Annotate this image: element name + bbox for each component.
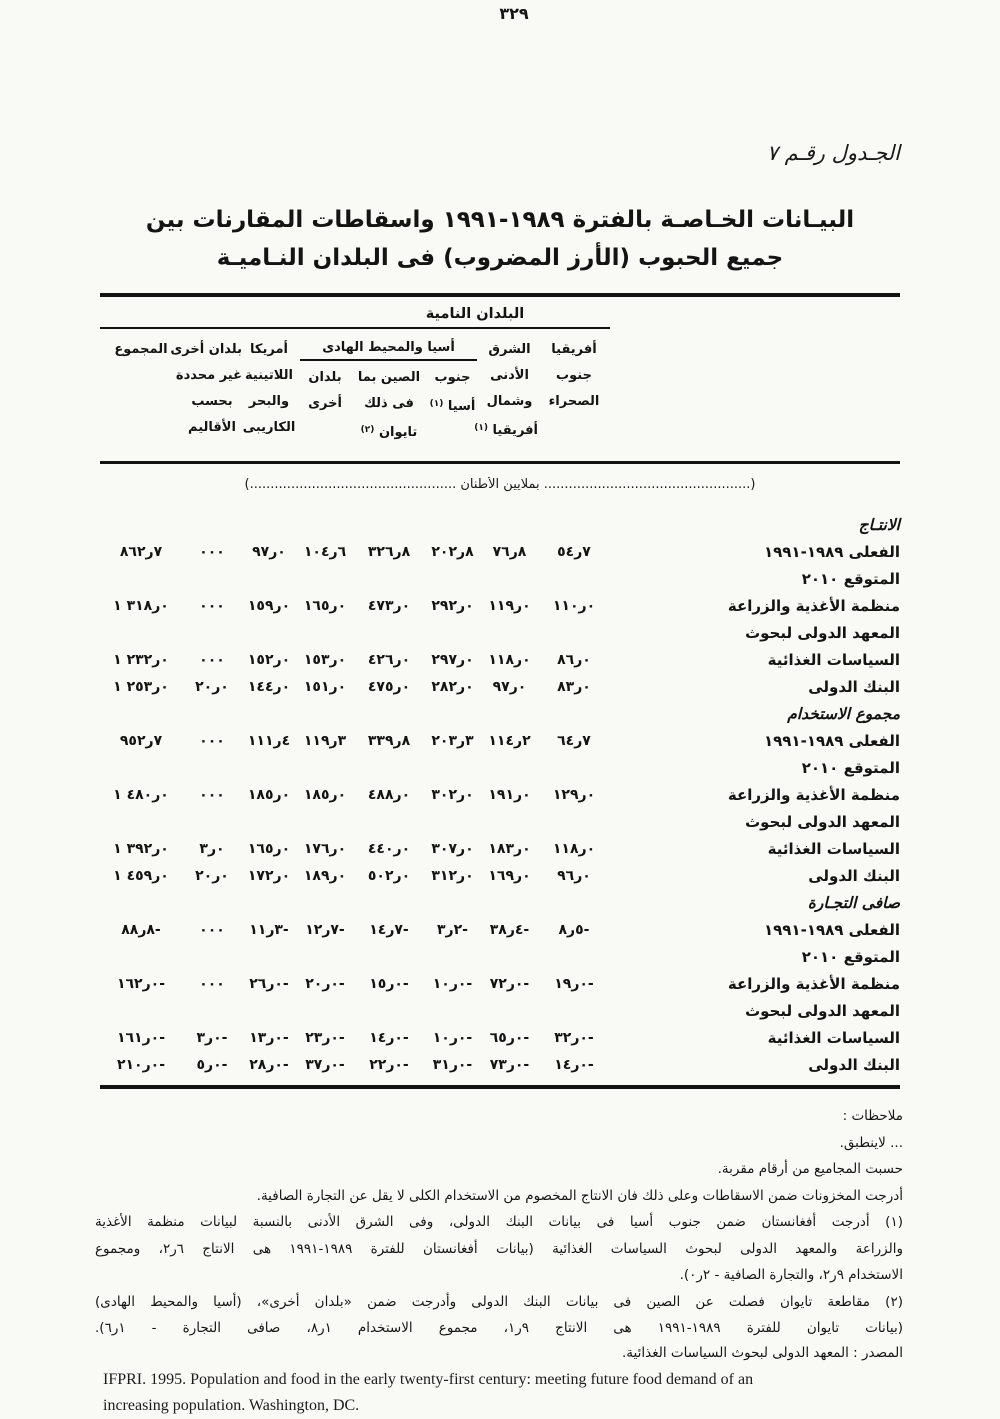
notes-block [95, 1103, 903, 1342]
note-text: ). [679, 1267, 690, 1283]
note-number: ٨ر١ [310, 1320, 332, 1336]
cell-value: ١٨٥ر٠ [303, 787, 347, 803]
note-text: ملاحظات : [842, 1108, 903, 1124]
cell-value: ٣ر٠- [196, 1030, 228, 1046]
note-line [95, 1262, 903, 1289]
table-header-columns-row [100, 329, 900, 461]
row-label: الفعلى ١٩٨٩-١٩٩١ [763, 543, 900, 561]
cell-value: ٤٧٣ر٠ [367, 598, 411, 614]
cell-value: ٨٦٢ر٧ [119, 544, 163, 560]
row-label: منظمة الأغذية والزراعة [727, 786, 900, 804]
note-text: والزراعة والمعهد الدولى لبحوث السياسات الغذائية (بيانات أفغانستان للفترة ١٩٨٩-١٩٩١ هى الانتاج [184, 1240, 903, 1257]
note-text: ، مجموع الاستخدام [331, 1320, 508, 1336]
col-header-asia-pacific-group [296, 337, 481, 453]
cell-value: ١١٨ر٠ [552, 841, 596, 857]
cell-value: ١١١ر٤ [247, 733, 291, 749]
cell-value: ١١٤ر٢ [488, 733, 531, 749]
cell-value: ١٦١ر٠- [116, 1030, 166, 1046]
col-header-south-asia: جنوب أسيا $^{(١)}$ [429, 370, 476, 414]
note-number: ٢ر٦ [162, 1240, 184, 1257]
note-text: ، والتجارة الصافية - [710, 1267, 823, 1283]
header-row-label-spacer [610, 337, 900, 453]
note-line [95, 1209, 903, 1236]
cell-value: ٢٢ر٠- [369, 1057, 409, 1073]
cell-value: ٥ر٠- [196, 1057, 228, 1073]
table-section-row [100, 890, 900, 917]
asia-pacific-group-title: أسيا والمحيط الهادى [300, 337, 477, 361]
note-line [95, 1315, 903, 1342]
note-text: ، ومجموع [95, 1240, 163, 1257]
cell-value: ١٢٩ر٠ [552, 787, 596, 803]
table-section-row [100, 620, 900, 647]
cell-value: ٢٠٢ر٨ [431, 544, 474, 560]
cell-value: ٢٣ر٠- [305, 1030, 345, 1046]
row-label: الفعلى ١٩٨٩-١٩٩١ [763, 921, 900, 939]
table-row [100, 917, 900, 944]
row-label: البنك الدولى [808, 1056, 900, 1074]
cell-value: ١٥١ر٠ [303, 679, 347, 695]
cell-value: ١ ٢٣٢ر٠ [113, 652, 169, 668]
row-label: المتوقع ٢٠١٠ [801, 948, 900, 966]
cell-value: ٤٢٦ر٠ [367, 652, 411, 668]
row-label: الانتـاج [858, 516, 900, 534]
cell-value: ٧٦ر٨ [492, 544, 527, 560]
cell-value: ٢٩٧ر٠ [431, 652, 474, 668]
row-label: المعهد الدولى لبحوث [745, 1002, 900, 1020]
page-number: ٣٢٩ [499, 4, 529, 23]
col-header-other-asia: بلدان أخرى [308, 370, 342, 411]
table-row [100, 1052, 900, 1079]
row-label: المتوقع ٢٠١٠ [801, 759, 900, 777]
table-row [100, 593, 900, 620]
cell-value: ٣٣٩ر٨ [367, 733, 411, 749]
cell-value: ١٩ر٠- [554, 976, 594, 992]
row-label: البنك الدولى [808, 678, 900, 696]
row-label: البنك الدولى [808, 867, 900, 885]
cell-value: ١١٠ر٠ [552, 598, 596, 614]
row-label: مجموع الاستخدام [787, 705, 900, 723]
note-text: ... لاينطبق. [839, 1134, 903, 1151]
cell-value: ٨٨ر٨- [121, 922, 161, 938]
row-label: المعهد الدولى لبحوث [745, 624, 900, 642]
cell-value: ٠٠٠ [199, 652, 225, 668]
header-rule [100, 461, 900, 464]
cell-value: ١٠ر٠- [432, 1030, 473, 1046]
col-header-unallocated-countries: بلدان أخرى غير محددة بحسب الأقاليم [170, 342, 242, 435]
cell-value: ١ ٣١٨ر٠ [113, 598, 169, 614]
cell-value: ١ ٤٥٩ر٠ [113, 868, 169, 884]
row-label: المتوقع ٢٠١٠ [801, 570, 900, 588]
cell-value: ١٧٦ر٠ [303, 841, 347, 857]
col-header-latin-america-caribbean: أمريكا اللاتينية والبحر الكاريبى [242, 342, 296, 435]
cell-value: ١٦٥ر٠ [303, 598, 347, 614]
cell-value: ٩٧ر٠ [492, 679, 527, 695]
cell-value: ٢٩٢ر٠ [431, 598, 474, 614]
note-number: ٦ر١ [104, 1320, 126, 1336]
cell-value: ٣٠٢ر٠ [431, 787, 474, 803]
cell-value: ٨٦ر٠ [557, 652, 591, 668]
cell-value: ١٥ر٠- [369, 976, 409, 992]
col-header-sub-saharan-africa: أفريقيا جنوب الصحراء [548, 342, 600, 409]
footnote-marker-1: (١) [429, 399, 444, 409]
cell-value: ٠٠٠ [199, 922, 225, 938]
cell-value: ١٦٢ر٠- [116, 976, 166, 992]
cell-value: ١١ر٣- [249, 922, 289, 938]
cell-value: ٢١٠ر٠- [116, 1057, 166, 1073]
note-text: ). [95, 1320, 105, 1336]
table-row [100, 539, 900, 566]
cell-value: ١٤ر٠- [554, 1057, 594, 1073]
cell-value: ٣٠٧ر٠ [431, 841, 474, 857]
cell-value: ٢٠ر٠ [195, 868, 229, 884]
note-number: ٢ر٩ [822, 1267, 844, 1283]
note-line [95, 1236, 903, 1263]
note-number: ١ر٩ [507, 1320, 530, 1336]
table-row [100, 863, 900, 890]
table-section-row [100, 566, 900, 593]
table-row [100, 728, 900, 755]
cell-value: ٠٠٠ [199, 598, 225, 614]
row-label: المعهد الدولى لبحوث [745, 813, 900, 831]
data-table [100, 293, 900, 1089]
cell-value: ٤٧٥ر٠ [367, 679, 411, 695]
cell-value: ٩٦ر٠ [557, 868, 591, 884]
cell-value: ٩٧ر٠ [252, 544, 286, 560]
cell-value: ١٧٢ر٠ [247, 868, 291, 884]
cell-value: ٣١ر٠- [432, 1057, 473, 1073]
note-text: أدرجت المخزونات ضمن الاسقاطات وعلى ذلك فان الانتاج المخصوم من الاستخدام الكلى لا يقل عن التجارة الصافية. [256, 1187, 903, 1204]
table-row [100, 836, 900, 863]
cell-value: ١٤ر٧- [369, 922, 409, 938]
cell-value: ٨٣ر٠ [557, 679, 591, 695]
row-label: السياسات الغذائية [767, 840, 900, 858]
cell-value: ٢٠ر٠- [305, 976, 345, 992]
note-text: الاستخدام [843, 1267, 903, 1283]
cell-value: ٣٨ر٤- [489, 922, 530, 938]
cell-value: ٠٠٠ [199, 544, 225, 560]
col-header-china-incl-taiwan: الصين بما فى ذلك تايوان $^{(٢)}$ [357, 370, 421, 440]
cell-value: ٥٤ر٧ [557, 544, 591, 560]
cell-value: ٣٢ر٠- [554, 1030, 594, 1046]
units-line: (.................................................. بملايين الأطنان ..................................................) [244, 477, 756, 492]
row-label: منظمة الأغذية والزراعة [727, 975, 900, 993]
document-title [0, 201, 1000, 277]
cell-value: ١ ٣٩٢ر٠ [113, 841, 169, 857]
col-header-total: المجموع [114, 342, 168, 357]
cell-value: ١ ٤٨٠ر٠ [113, 787, 169, 803]
cell-value: ١٦٩ر٠ [488, 868, 531, 884]
table-caption: الجـدول رقـم ٧ [766, 141, 900, 165]
cell-value: ٣ر٠ [199, 841, 225, 857]
cell-value: ٩٥٢ر٧ [119, 733, 163, 749]
bottom-rule [100, 1085, 900, 1089]
cell-value: ٥٠٢ر٠ [367, 868, 411, 884]
cell-value: ٣١٢ر٠ [431, 868, 474, 884]
cell-value: ٢٠ر٠ [195, 679, 229, 695]
table-header-group-row [100, 297, 900, 329]
cell-value: ٠٠٠ [199, 787, 225, 803]
row-label: صافى التجـارة [807, 894, 900, 912]
cell-value: ١٥٩ر٠ [247, 598, 291, 614]
table-row [100, 782, 900, 809]
note-line [95, 1289, 903, 1316]
cell-value: ١٥٣ر٠ [303, 652, 347, 668]
table-row [100, 674, 900, 701]
note-text: ، صافى التجارة - [125, 1320, 311, 1336]
table-row [100, 1025, 900, 1052]
table-section-row [100, 755, 900, 782]
cell-value: ١ ٢٥٣ر٠ [113, 679, 169, 695]
source-english-line-1: IFPRI. 1995. Population and food in the early twenty-first century: meeting future food demand of an [103, 1370, 754, 1388]
cell-value: ٧٣ر٠- [489, 1057, 530, 1073]
cell-value: ١١٨ر٠ [488, 652, 531, 668]
table-section-row [100, 998, 900, 1025]
source-arabic: المصدر : المعهد الدولى لبحوث السياسات الغذائية. [622, 1344, 903, 1361]
table-section-row [100, 809, 900, 836]
table-row [100, 971, 900, 998]
title-line-2: جميع الحبوب (الأرز المضروب) فى البلدان النـاميـة [216, 245, 784, 271]
cell-value: ٢٨٢ر٠ [431, 679, 474, 695]
cell-value: ٣٢٦ر٨ [367, 544, 411, 560]
note-line [95, 1156, 903, 1183]
note-line [95, 1103, 903, 1130]
footnote-marker-2: (٢) [360, 425, 375, 435]
cell-value: ١٨٥ر٠ [247, 787, 291, 803]
cell-value: ٣ر٢- [437, 922, 468, 938]
source-english-line-2: increasing population. Washington, DC. [103, 1396, 360, 1414]
cell-value: ١٠ر٠- [432, 976, 473, 992]
cell-value: ١٨٣ر٠ [488, 841, 531, 857]
row-label: السياسات الغذائية [767, 1029, 900, 1047]
cell-value: ١٩١ر٠ [488, 787, 531, 803]
footnote-marker-1: (١) [474, 423, 488, 433]
cell-value: ١١٩ر٠ [488, 598, 531, 614]
cell-value: ٠٠٠ [199, 733, 225, 749]
cell-value: ١٨٩ر٠ [303, 868, 347, 884]
cell-value: ١٤ر٠- [369, 1030, 409, 1046]
cell-value: ٨ر٥- [558, 922, 590, 938]
cell-value: ٤٤٠ر٠ [367, 841, 411, 857]
cell-value: ١٢ر٧- [305, 922, 345, 938]
table-row [100, 647, 900, 674]
cell-value: ٣٧ر٠- [305, 1057, 345, 1073]
cell-value: ٢٨ر٠- [249, 1057, 289, 1073]
cell-value: ٤٨٨ر٠ [367, 787, 411, 803]
table-body [100, 502, 900, 1085]
cell-value: ٧٢ر٠- [489, 976, 530, 992]
cell-value: ١٤٤ر٠ [247, 679, 291, 695]
note-number: ٠ر٢ [689, 1267, 711, 1283]
note-line [95, 1183, 903, 1210]
header-spacer [610, 297, 900, 329]
cell-value: ٢٠٣ر٣ [431, 733, 474, 749]
note-text: (١) أدرجت أفغانستان ضمن جنوب أسيا فى بيانات البنك الدولى، وفى الشرق الأدنى بالنسبة لبيانات منظمة الأغذية [95, 1214, 903, 1230]
table-section-row [100, 701, 900, 728]
row-label: الفعلى ١٩٨٩-١٩٩١ [763, 732, 900, 750]
note-line [95, 1130, 903, 1157]
cell-value: ٠٠٠ [199, 976, 225, 992]
cell-value: ٢٦ر٠- [249, 976, 289, 992]
cell-value: ٦٥ر٠- [489, 1030, 530, 1046]
cell-value: ٦٤ر٧ [557, 733, 591, 749]
cell-value: ١٣ر٠- [249, 1030, 289, 1046]
note-text: حسبت المجاميع من أرقام مقربة. [717, 1161, 903, 1177]
cell-value: ١٦٥ر٠ [247, 841, 291, 857]
row-label: منظمة الأغذية والزراعة [727, 597, 900, 615]
note-text: (بيانات تايوان للفترة ١٩٨٩-١٩٩١ هى الانتاج [529, 1320, 903, 1336]
cell-value: ١١٩ر٣ [303, 733, 347, 749]
title-line-1: البيـانات الخـاصـة بالفترة ١٩٨٩-١٩٩١ واسقاطات المقارنات بين [145, 207, 855, 233]
source-english [103, 1367, 910, 1419]
developing-countries-header: البلدان النامية [100, 297, 610, 329]
table-section-row [100, 512, 900, 539]
note-text: (٢) مقاطعة تايوان فصلت عن الصين فى بيانات البنك الدولى وأدرجت ضمن «بلدان أخرى»، (أسيا والمحيط الهادى) [95, 1293, 903, 1310]
row-label: السياسات الغذائية [767, 651, 900, 669]
col-header-near-east-north-africa: الشرق الأدنى وشمال أفريقيا $^{(١)}$ [474, 342, 538, 438]
cell-value: ١٥٢ر٠ [247, 652, 291, 668]
cell-value: ١٠٤ر٦ [303, 544, 347, 560]
table-section-row [100, 944, 900, 971]
